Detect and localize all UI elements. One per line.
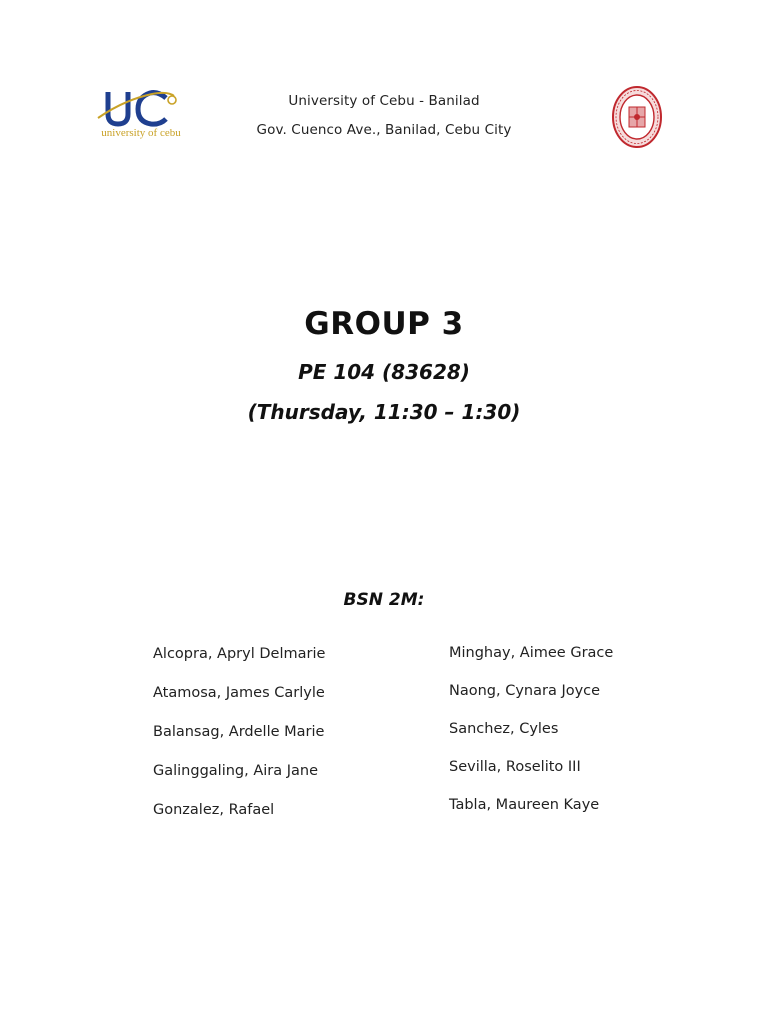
group-title: GROUP 3 <box>304 306 464 342</box>
member-name: Naong, Cynara Joyce <box>449 683 601 699</box>
uc-logo-subtext: university of cebu <box>101 127 181 139</box>
member-name: Sanchez, Cyles <box>449 721 559 737</box>
member-name: Galinggaling, Aira Jane <box>153 763 319 779</box>
member-name: Tabla, Maureen Kaye <box>449 797 600 813</box>
member-name: Gonzalez, Rafael <box>153 802 275 818</box>
member-name: Atamosa, James Carlyle <box>153 685 325 701</box>
class-schedule: (Thursday, 11:30 – 1:30) <box>247 400 521 424</box>
university-address: Gov. Cuenco Ave., Banilad, Cebu City <box>256 122 512 138</box>
members-right-column <box>449 643 613 833</box>
member-name: Alcopra, Apryl Delmarie <box>153 646 326 662</box>
members-left-column <box>153 643 325 838</box>
course-code: PE 104 (83628) <box>298 360 470 384</box>
member-name: Sevilla, Roselito III <box>449 759 581 775</box>
university-seal <box>611 85 663 149</box>
member-name: Minghay, Aimee Grace <box>449 645 614 661</box>
member-name: Balansag, Ardelle Marie <box>153 724 325 740</box>
university-name: University of Cebu - Banilad <box>288 93 480 109</box>
section-label: BSN 2M: <box>343 590 425 610</box>
